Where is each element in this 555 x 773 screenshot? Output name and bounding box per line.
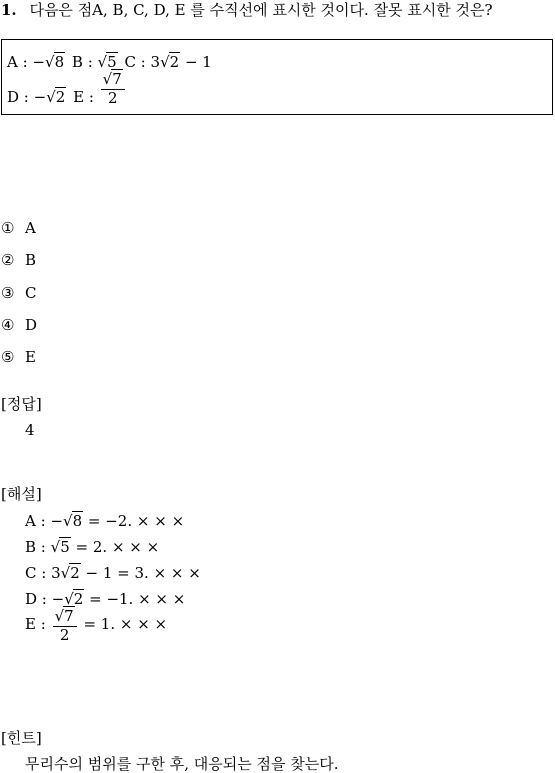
exp-b-label: B :	[25, 538, 46, 556]
exp-b-radical	[51, 540, 71, 555]
choice-1[interactable]	[1, 221, 36, 236]
exp-c-radical	[61, 566, 81, 581]
box-e-label: E :	[73, 88, 94, 107]
choice-2[interactable]	[1, 253, 36, 268]
exp-e-radicand: 7	[64, 607, 74, 625]
radical-sign-icon: √	[54, 607, 65, 625]
exp-d-radical	[64, 592, 84, 607]
exp-b-rest: = 2. × × ×	[75, 538, 160, 556]
box-c-suffix: − 1	[184, 53, 212, 71]
box-e-fraction	[101, 72, 125, 107]
exp-d-rest: = −1. × × ×	[89, 590, 186, 608]
points-box-line2	[7, 72, 127, 107]
box-e-denominator: 2	[107, 88, 118, 107]
hint-label: [힌트]	[1, 729, 42, 747]
box-d-radical	[46, 90, 66, 105]
question-text: 다음은 점A, B, C, D, E 를 수직선에 표시한 것이다. 잘못 표시한 것은?	[29, 1, 493, 19]
box-c-prefix: 3	[150, 53, 161, 71]
radical-sign-icon: √	[60, 564, 71, 582]
choice-marker-2: ②	[1, 251, 15, 269]
box-b-label: B :	[71, 53, 93, 71]
box-a-label: A :	[7, 53, 28, 71]
choice-text-1: A	[25, 219, 36, 237]
radical-sign-icon: √	[46, 88, 56, 107]
exp-e-rest: = 1. × × ×	[83, 615, 168, 634]
exp-e-numerator	[53, 609, 77, 627]
choice-marker-4: ④	[1, 316, 15, 334]
exp-a-rest: = −2. × × ×	[87, 512, 185, 530]
exp-d-radicand: 2	[73, 590, 84, 608]
choice-marker-3: ③	[1, 284, 15, 302]
explanation-line-e	[25, 609, 167, 644]
points-box-line1	[7, 55, 212, 70]
answer-value: 4	[25, 421, 35, 439]
answer-label: [정답]	[1, 395, 42, 413]
question-number: 1.	[1, 1, 17, 19]
explanation-line-d	[25, 592, 185, 607]
exp-d-label: D :	[25, 590, 47, 608]
exp-e-label: E :	[25, 615, 46, 634]
explanation-line-a	[25, 514, 184, 529]
exp-a-prefix: −	[50, 512, 64, 530]
box-a-radicand: 8	[54, 53, 65, 71]
choice-5[interactable]	[1, 350, 36, 365]
hint-text: 무리수의 범위를 구한 후, 대응되는 점을 찾는다.	[25, 755, 339, 773]
radical-sign-icon: √	[102, 70, 113, 88]
box-c-label: C :	[124, 53, 146, 71]
exp-a-radical	[63, 514, 83, 529]
box-a-prefix: −	[32, 53, 46, 71]
explanation-line-c	[25, 566, 201, 581]
box-b-radicand: 5	[107, 53, 117, 71]
box-c-radical	[160, 55, 180, 70]
radical-sign-icon: √	[45, 53, 55, 71]
exp-c-radicand: 2	[70, 564, 80, 582]
exp-a-radicand: 8	[72, 512, 83, 530]
box-a-radical	[45, 55, 65, 70]
choice-marker-5: ⑤	[1, 348, 15, 366]
box-d-radicand: 2	[55, 88, 66, 107]
exp-b-radicand: 5	[60, 538, 70, 556]
choice-text-4: D	[25, 316, 38, 334]
radical-sign-icon: √	[63, 512, 73, 530]
exp-c-label: C :	[25, 564, 47, 582]
box-e-radicand: 7	[112, 70, 122, 88]
choice-text-5: E	[25, 348, 36, 366]
exp-c-prefix: 3	[51, 564, 61, 582]
exp-a-label: A :	[25, 512, 46, 530]
exp-d-prefix: −	[51, 590, 65, 608]
box-b-radical	[98, 55, 118, 70]
explanation-label: [해설]	[1, 485, 42, 503]
radical-sign-icon: √	[160, 53, 170, 71]
explanation-line-b	[25, 540, 159, 555]
choice-3[interactable]	[1, 286, 36, 301]
question-line	[1, 3, 493, 18]
choice-text-2: B	[25, 251, 37, 269]
radical-sign-icon: √	[97, 53, 108, 71]
box-d-label: D :	[7, 88, 29, 107]
radical-sign-icon: √	[64, 590, 74, 608]
box-e-numerator	[101, 72, 125, 90]
box-d-prefix: −	[33, 88, 47, 107]
choice-marker-1: ①	[1, 219, 15, 237]
exp-e-fraction	[53, 609, 77, 644]
choice-4[interactable]	[1, 318, 37, 333]
exp-c-rest: − 1 = 3. × × ×	[85, 564, 201, 582]
radical-sign-icon: √	[50, 538, 61, 556]
choice-text-3: C	[25, 284, 37, 302]
box-c-radicand: 2	[169, 53, 180, 71]
exp-e-denominator: 2	[59, 625, 70, 644]
